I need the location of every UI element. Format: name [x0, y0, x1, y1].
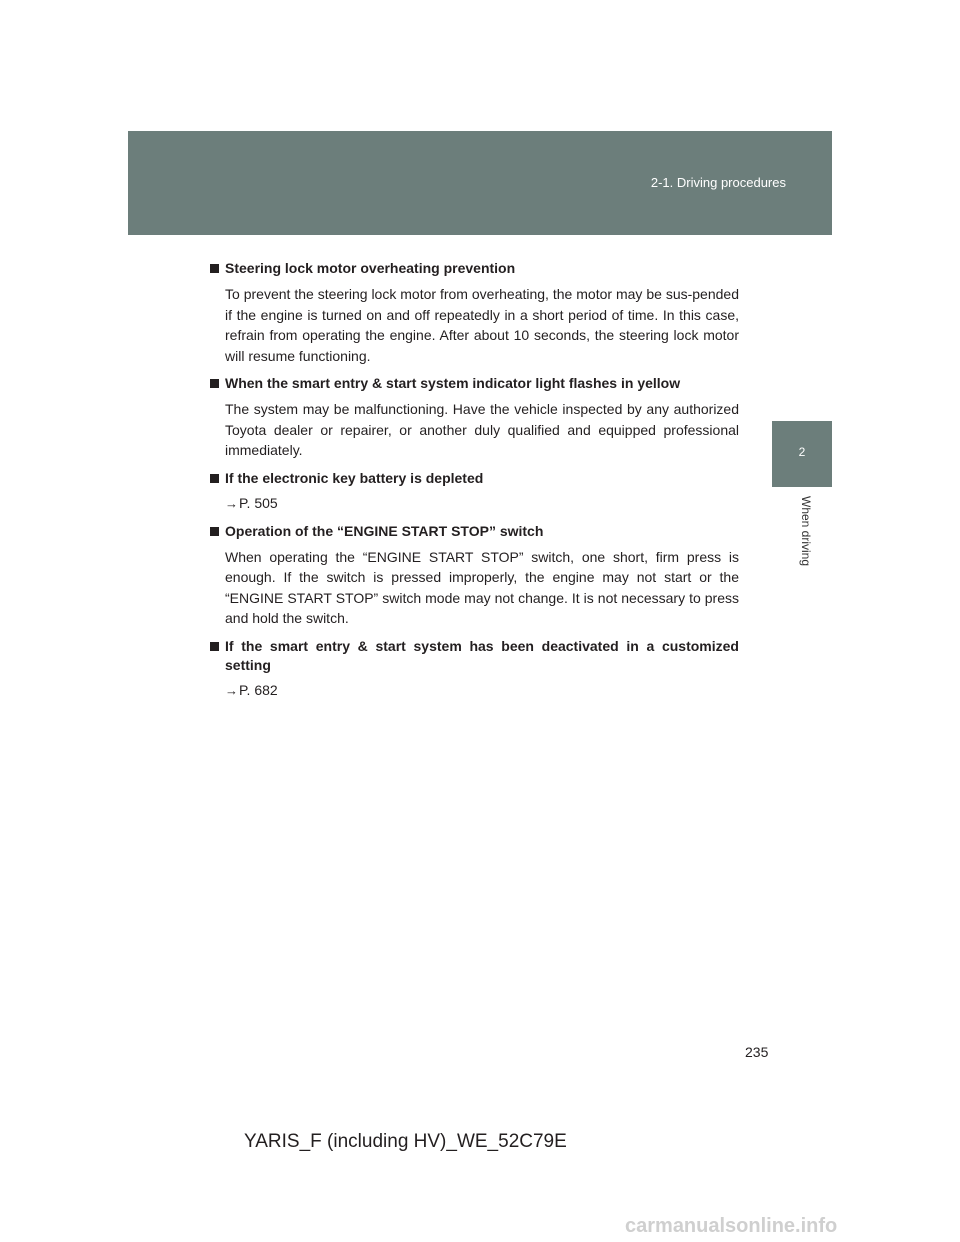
square-bullet-icon	[210, 474, 219, 483]
section-body: When operating the “ENGINE START STOP” switch, one short, firm press is enough. If the switch is pressed improperly, the engine may not start or the “ENGINE START STOP” switch mode may not change. It is not necessary to press and hold the switch.	[225, 548, 739, 626]
section-heading	[209, 374, 739, 393]
section-heading	[209, 259, 739, 278]
square-bullet-icon	[210, 264, 219, 273]
chapter-label: When driving	[799, 496, 813, 567]
section-title: 2-1. Driving procedures	[650, 175, 786, 190]
page-content	[209, 259, 739, 709]
document-code: YARIS_F (including HV)_WE_52C79E	[244, 1131, 567, 1152]
page-reference-text: P. 505	[239, 494, 278, 511]
section-heading	[209, 469, 739, 488]
square-bullet-icon	[210, 527, 219, 536]
section-steering-lock	[209, 259, 739, 366]
heading-text: Operation of the “ENGINE START STOP” switch	[225, 522, 544, 539]
header-band	[128, 131, 832, 235]
section-heading	[209, 637, 739, 675]
section-key-battery	[209, 469, 739, 514]
heading-text: When the smart entry & start system indicator light flashes in yellow	[225, 375, 681, 391]
page-number: 235	[745, 1044, 769, 1060]
chapter-tab	[772, 421, 832, 487]
heading-text: Steering lock motor overheating prevention	[225, 260, 516, 276]
arrow-right-icon: →	[225, 682, 238, 698]
page-reference[interactable]	[209, 493, 739, 514]
heading-text: If the electronic key battery is depleted	[225, 469, 484, 486]
page-reference[interactable]	[209, 680, 739, 701]
arrow-right-icon: →	[225, 495, 238, 511]
section-engine-switch	[209, 522, 739, 629]
page-reference-text: P. 682	[239, 681, 278, 698]
chapter-number: 2	[798, 445, 806, 459]
section-body: The system may be malfunctioning. Have the vehicle inspected by any authorized Toyota dealer or repairer, or another duly qualified and equipped professional immediately.	[225, 401, 739, 458]
section-heading	[209, 522, 739, 541]
section-body: To prevent the steering lock motor from overheating, the motor may be sus-pended if the engine is turned on and off repeatedly in a short period of time. In this case, refrain from operating the engine. After about 10 seconds, the steering lock motor will resume functioning.	[225, 286, 739, 364]
section-deactivated	[209, 637, 739, 701]
heading-text: If the smart entry & start system has been deactivated in a customized setting	[225, 637, 739, 673]
square-bullet-icon	[210, 379, 219, 388]
watermark: carmanualsonline.info	[625, 1215, 838, 1237]
square-bullet-icon	[210, 642, 219, 651]
section-indicator-light	[209, 374, 739, 461]
